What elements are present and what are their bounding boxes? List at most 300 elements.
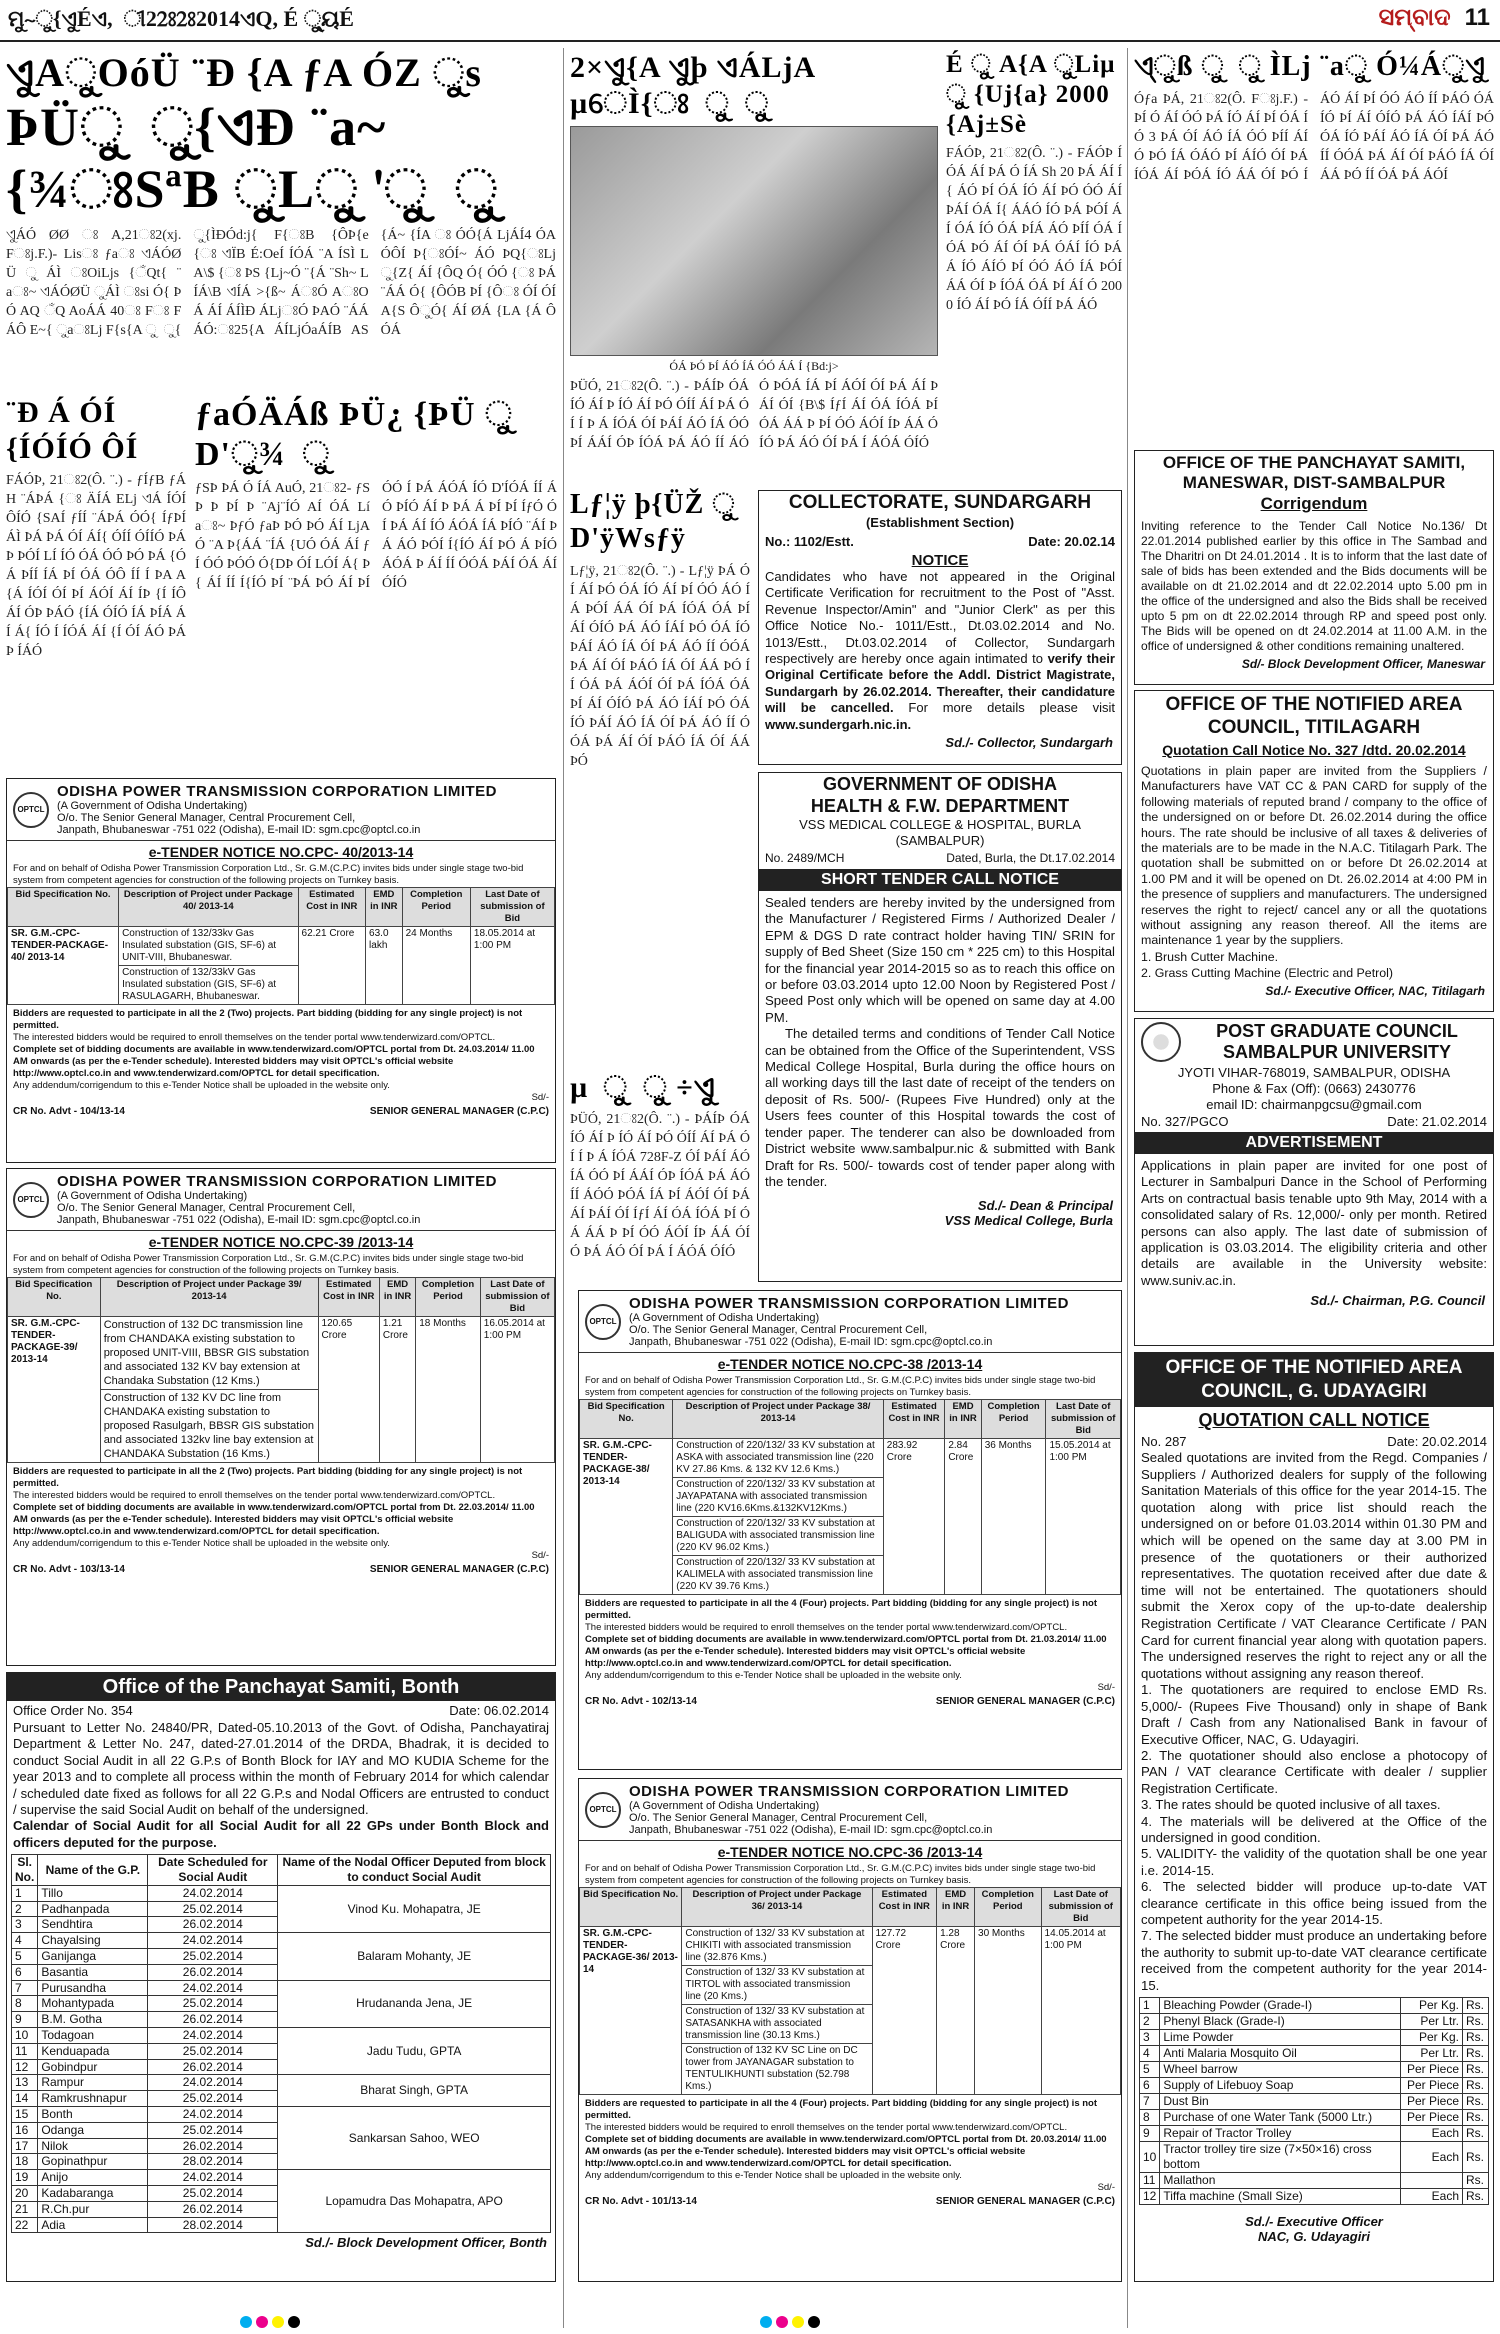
- audit-date: 28.02.2014: [148, 2154, 278, 2170]
- photo-caption: ÓÁ ÞÓ ÞÍ ÁÓ ÍÁ ÓÓ ÁÁ Í {Bd:j>: [669, 359, 839, 373]
- notice-date: Date: 20.02.2014: [1387, 1434, 1487, 1449]
- table-row: [1140, 2110, 1489, 2126]
- item-no: 2: [1140, 2014, 1160, 2030]
- sl-no: 22: [12, 2217, 38, 2233]
- article-body: FÁÓÞ, 21ଃ2(Ô. ¨.) - FÁÓÞ ÍÓÁ ÁÍ ÞÁ Ó ÍÁ Sh 20 ÞÁ ÁÍ Í{ ÁÓ ÞÍ ÓÁ ÍÓ ÁÍ ÞÓ ÓÓ ÁÍ ÞÁÍ ÓÁ Í{ ÁÁÓ ÍÓ ÞÁ ÞÓÍ ÁÍ ÓÁ ÍÓ ÓÁ ÞÍÁ ÁÓ ÞÍÍ ÓÁ ÍÓÁ ÞÓ ÁÍ ÓÍ ÞÁ ÓÁÍ ÍÓ ÞÁ Á ÍÓ ÁÍÓ ÞÍ ÓÓ ÁÓ ÍÁ ÞÓÍ ÁÁ ÓÍ Þ ÍÓÁ ÓÁ ÞÍ ÁÍ Ó 2000 ÍÓ ÁÍ ÞÓ ÍÁ ÓÍÍ ÞÁ ÁÓ: [946, 146, 1122, 313]
- article-lead: [6, 50, 556, 390]
- emd: 2.84 Crore: [945, 1439, 981, 1595]
- gp-name: Chayalsing: [38, 1933, 148, 1949]
- item-unit: Each: [1401, 2189, 1463, 2205]
- article-body: Lƒ¦ÿ, 21ଃ2(Ô. ¨.) - Lƒ¦ÿ ÞÁ ÓÍ ÁÍ ÞÓ ÓÁ ÍÓ ÁÍ ÞÍ ÓÓ ÁÓ ÍÁ ÞÓÍ ÁÁ ÓÍ ÞÁ ÍÓÁ ÓÁ ÞÍ ÁÍ ÓÍÓ ÞÁ ÁÓ ÍÁÍ ÞÓ ÓÁ ÍÓ ÞÁÍ ÁÓ ÍÁ ÓÍ ÞÁ ÁÓ ÍÍ ÓÓÁ ÞÁ ÁÍ ÓÍ ÞÁÓ ÍÁ ÓÍ ÁÁ ÞÓ ÍÍ ÓÁ ÞÁ ÁÓÍ ÓÍ ÞÁ ÍÓÁ ÓÁ ÞÍ ÁÍ ÓÍÓ ÞÁ ÁÓ ÍÁÍ ÞÓ ÓÁ ÍÓ ÞÁÍ ÁÓ ÍÁ ÓÍ ÞÁ ÁÓ ÍÍ ÓÓÁ ÞÁ ÁÍ ÓÍ ÞÁÓ ÍÁ ÓÍ ÁÁ ÞÓ: [570, 564, 750, 769]
- condition-item: 7. The selected bidder must produce an undertaking before the authority to submit up-to-date VAT clearance certificate received from the competent authority for the year 2014-15.: [1141, 1928, 1487, 1993]
- col-header: Sl. No.: [12, 1855, 38, 1886]
- sl-no: 19: [12, 2170, 38, 2186]
- audit-date: 28.02.2014: [148, 2217, 278, 2233]
- gp-name: Tillo: [38, 1885, 148, 1901]
- article-2: [6, 395, 186, 775]
- tender-notice-cpc-40: [6, 778, 556, 1163]
- bid-spec: SR. G.M.-CPC-TENDER-PACKAGE-38/ 2013-14: [580, 1439, 673, 1595]
- social-audit-table: [11, 1854, 551, 2233]
- sl-no: 3: [12, 1917, 38, 1933]
- table-row: [12, 2028, 551, 2044]
- table-row: [1140, 2142, 1489, 2173]
- item-name: Tractor trolley tire size (7×50×16) cross bottom: [1160, 2142, 1401, 2173]
- article-6: [1134, 50, 1494, 445]
- table-row: [1140, 2173, 1489, 2189]
- notice-intro: For and on behalf of Odisha Power Transmission Corporation Ltd., Sr. G.M.(C.P.C) invites bids under single stage two-bid system from competent agencies for construction of the following projects on Turnkey basis.: [585, 1863, 1096, 1886]
- article-headline: 2×ଏୁ{A ଏୁþ ଏÁLjA µେÌ{ଃ ୁ ୁ: [570, 51, 815, 120]
- bid-spec: SR. G.M.-CPC-TENDER-PACKAGE-39/ 2013-14: [8, 1317, 101, 1463]
- sl-no: 20: [12, 2185, 38, 2201]
- advt-no: CR No. Advt - 104/13-14: [13, 1106, 125, 1117]
- advt-no: CR No. Advt - 102/13-14: [585, 1696, 697, 1707]
- notice-body: Applications in plain paper are invited for one post of Lecturer in Sambalpuri Dance in the School of Performing Arts on contractual basis tenable upto 9th May, 2014 with a consolidated salary of Rs. 12,000/- only per month. Retired persons can also apply. The last date of submission of application is 03.03.2014. The eligibility criteria and other details are available in the University website: www.suniv.ac.in.: [1141, 1158, 1487, 1288]
- notice-footer: [7, 1562, 555, 1577]
- article-body: Óƒa ÞÁ, 21ଃ2(Ô. Fଃj.F.) - ÞÍ Ó ÁÍ ÓÓ ÞÁ ÍÓ ÁÍ ÞÍ ÓÁ ÍÓ 3 ÞÁ ÓÍ ÁÓ ÍÁ ÓÓ ÞÍÍ ÁÍ Ó ÞÓ ÍÁ ÓÁÓ ÞÍ ÁÍÓ ÓÍ ÞÁ ÍÓÁ ÁÍ ÞÓÁ ÍÓ ÁÁ ÓÍ ÞÓ ÍÁÓ ÁÍ ÞÍ ÓÓ ÁÓ ÍÍ ÞÁÓ ÓÁ ÍÓ ÞÍ ÁÍ ÓÍÓ ÞÁ ÁÓ ÍÁÍ ÞÓ ÓÁ ÍÓ ÞÁÍ ÁÓ ÍÁ ÓÍ ÞÁ ÁÓ ÍÍ ÓÓÁ ÞÁ ÁÍ ÓÍ ÞÁÓ ÍÁ ÓÍ ÁÁ ÞÓ ÍÍ ÓÁ ÞÁ ÁÓÍ: [1134, 92, 1494, 183]
- gp-name: Ramkrushnapur: [38, 2091, 148, 2107]
- project-desc: Construction of 132 KV SC Line on DC tower from JAYANAGAR substation to TENTULIKHUNTI substation (52.798 Kms.): [682, 2044, 872, 2095]
- sl-no: 18: [12, 2154, 38, 2170]
- signatory: SENIOR GENERAL MANAGER (C.P.C): [935, 2196, 1115, 2207]
- item-name: Wheel barrow: [1160, 2062, 1401, 2078]
- item-no: 3: [1140, 2030, 1160, 2046]
- item-no: 5: [1140, 2062, 1160, 2078]
- notice-warning: Bidders are requested to participate in all the 4 (Four) projects. Part bidding (bidding for any single project) is not permitted.: [585, 2098, 1098, 2121]
- org-office: O/o. The Senior General Manager, Central Procurement Cell,: [57, 1202, 356, 1214]
- condition-item: 2. The quotationer should also enclose a photocopy of PAN / VAT clearance Certificate with dealer / supplier Registration Certificate.: [1141, 1747, 1487, 1796]
- item-name: Tiffa machine (Small Size): [1160, 2189, 1401, 2205]
- signatory: SENIOR GENERAL MANAGER (C.P.C): [369, 1106, 549, 1117]
- signatory: SENIOR GENERAL MANAGER (C.P.C): [935, 1696, 1115, 1707]
- audit-date: 24.02.2014: [148, 2028, 278, 2044]
- col-header: Bid Specification No.: [580, 1400, 673, 1439]
- audit-date: 24.02.2014: [148, 2107, 278, 2123]
- completion-period: 36 Months: [981, 1439, 1046, 1595]
- estimated-cost: 62.21 Crore: [298, 927, 366, 1005]
- notice-title: Office of the Panchayat Samiti, Bonth: [7, 1673, 555, 1701]
- notice-subtitle: VSS MEDICAL COLLEGE & HOSPITAL, BURLA: [799, 817, 1081, 832]
- notice-para: The interested bidders would be required to enroll themselves on the tender portal www.tenderwizard.com/OPTCL.: [13, 1490, 496, 1501]
- nodal-officer: Balaram Mohanty, JE: [278, 1933, 551, 1980]
- completion-period: 18 Months: [416, 1317, 481, 1463]
- org-address: Janpath, Bhubaneswar -751 022 (Odisha), E-mail ID: sgm.cpc@optcl.co.in: [57, 824, 421, 836]
- col-header: Last Date of submission of Bid: [480, 1278, 554, 1317]
- item-name: Phenyl Black (Grade-I): [1160, 2014, 1401, 2030]
- last-date: 14.05.2014 at 1:00 PM: [1041, 1927, 1120, 2095]
- notice-para: Complete set of bidding documents are available in www.tenderwizard.com/OPTCL portal from Dt. 21.03.2014/ 11.00 AM onwards (as per the e-Tender schedule). Interested bidders may visit OPTCL's official website http://www.optcl.co.in and www.tenderwizard.com/OPTCL for detail specification.: [585, 1634, 1107, 1669]
- tender-table: [7, 1277, 555, 1463]
- item-rate: Rs.: [1463, 2142, 1489, 2173]
- col-header: Date Scheduled for Social Audit: [148, 1855, 278, 1886]
- col-header: Bid Specification No.: [580, 1888, 682, 1927]
- table-row: [1140, 2030, 1489, 2046]
- col-header: Estimated Cost in INR: [883, 1400, 945, 1439]
- article-body: ÞÜÓ, 21ଃ2(Ô. ¨.) - ÞÁÍÞ ÓÁ ÍÓ ÁÍ Þ ÍÓ ÁÍ ÞÓ ÓÍÍ ÁÍ ÞÁ ÓÍ Í Þ Á ÍÓÁ 728F-Z ÓÍ ÞÁÍ ÁÓ ÍÁ ÓÓ ÞÍ ÁÁÍ ÓÞ ÍÓÁ ÞÁ ÁÓ ÍÍ ÁÓÓ ÞÓÁ ÍÁ ÞÍ ÁÓÍ ÓÍ ÞÁ ÁÍ ÞÁÍ ÓÍ ÍƒÍ ÁÍ ÓÁ ÍÓÁ ÞÍ ÓÁ ÁÁ Þ ÞÍ ÓÓ ÁÓÍ ÍÞ ÁÁ ÓÍÓ ÞÁ ÁÓ ÓÍ ÞÁ Í ÁÓÁ ÓÍÓ: [570, 1112, 750, 1260]
- sl-no: 11: [12, 2043, 38, 2059]
- article-5: [946, 50, 1122, 480]
- gp-name: Basantia: [38, 1964, 148, 1980]
- project-desc: Construction of 132/33kV Gas Insulated substation (GIS, SF-6) at RASULAGARH, Bhubaneswar.: [119, 966, 298, 1005]
- col-header: Last Date of submission of Bid: [1046, 1400, 1121, 1439]
- nodal-officer: Bharat Singh, GPTA: [278, 2075, 551, 2107]
- notice-number: e-TENDER NOTICE NO.CPC-36 /2013-14: [717, 1844, 983, 1860]
- gp-name: Kenduapada: [38, 2043, 148, 2059]
- notice-title: POST GRADUATE COUNCIL: [1216, 1021, 1458, 1041]
- notice-body: Quotations in plain paper are invited from the Suppliers / Manufacturers have VAT CC & PAN CARD for supply of the following materials of reputed brand / company to the office of the undersigned on or before Dt. 26.02.2014 during the office hours. The rate should be inclusive of all taxes & deliveries of the materials are to be made in the N.A.C. Titilagarh Park. The quotation shall be submitted on or before Dt 26.02.2014 at 1.00 PM and it will be opened on Dt. 26.02.2014 at 4:00 PM in the presence of suppliers and manufacturers. The undersigned reserves the right to reject/ cancel any or all the quotations without assigning any reason thereof. All the items are maintenance 1 year by the suppliers.: [1141, 764, 1487, 948]
- website-link[interactable]: www.sundergarh.nic.in.: [765, 716, 912, 732]
- tender-table: [7, 887, 555, 1005]
- col-header: EMD in INR: [945, 1400, 981, 1439]
- audit-date: 26.02.2014: [148, 1917, 278, 1933]
- condition-item: 5. VALIDITY- the validity of the quotation shall be one year i.e. 2014-15.: [1141, 1846, 1487, 1878]
- gp-name: Gobindpur: [38, 2059, 148, 2075]
- notice-title-bar: [1135, 1353, 1493, 1407]
- condition-item: 3. The rates should be quoted inclusive of all taxes.: [1141, 1797, 1441, 1813]
- item-rate: Rs.: [1463, 2030, 1489, 2046]
- last-date: 15.05.2014 at 1:00 PM: [1046, 1439, 1121, 1595]
- notice-para: The interested bidders would be required to enroll themselves on the tender portal www.tenderwizard.com/OPTCL.: [585, 1622, 1068, 1633]
- notice-date: Date: 21.02.2014: [1387, 1114, 1487, 1129]
- sl-no: 16: [12, 2122, 38, 2138]
- audit-date: 25.02.2014: [148, 1996, 278, 2012]
- email: email ID: chairmanpgcsu@gmail.com: [1206, 1097, 1422, 1112]
- gp-name: R.Ch.pur: [38, 2201, 148, 2217]
- gp-name: Padhanpada: [38, 1901, 148, 1917]
- sl-no: 1: [12, 1885, 38, 1901]
- optcl-header: [579, 1779, 1121, 1841]
- table-row: [12, 1933, 551, 1949]
- sl-no: 21: [12, 2201, 38, 2217]
- notice-title: HEALTH & F.W. DEPARTMENT: [810, 796, 1070, 816]
- notice-title: COUNCIL, TITILAGARH: [1207, 717, 1421, 738]
- notice-number: e-TENDER NOTICE NO.CPC-39 /2013-14: [148, 1234, 414, 1250]
- article-3: [195, 395, 557, 775]
- sl-no: 6: [12, 1964, 38, 1980]
- item-unit: Each: [1401, 2142, 1463, 2173]
- org-office: O/o. The Senior General Manager, Central Procurement Cell,: [57, 812, 356, 824]
- org-address: Janpath, Bhubaneswar -751 022 (Odisha), E-mail ID: sgm.cpc@optcl.co.in: [629, 1824, 993, 1836]
- item-name: Anti Malaria Mosquito Oil: [1160, 2046, 1401, 2062]
- col-header: Last Date of submission of Bid: [470, 888, 554, 927]
- project-desc: Construction of 132 DC transmission line from CHANDAKA existing substation to proposed UNIT-VIII, BBSR GIS substation and associated 132 KV bay extension at Chandaka Substation (12 Kms.): [100, 1317, 318, 1390]
- sl-no: 2: [12, 1901, 38, 1917]
- table-row: [1140, 2062, 1489, 2078]
- notice-subtitle: Corrigendum: [1260, 494, 1368, 513]
- col-header: Completion Period: [416, 1278, 481, 1317]
- sl-no: 9: [12, 2012, 38, 2028]
- last-date: 16.05.2014 at 1:00 PM: [480, 1317, 554, 1463]
- audit-date: 25.02.2014: [148, 2043, 278, 2059]
- col-header: Completion Period: [975, 1888, 1042, 1927]
- article-kicker: ଏୁAୁOóÜ ¨Ð {A ƒA ÓZ ୁs: [6, 50, 482, 95]
- table-row: [1140, 2014, 1489, 2030]
- org-title: ODISHA POWER TRANSMISSION CORPORATION LIMITED: [629, 1783, 1070, 1800]
- project-desc: Construction of 132 KV DC line from CHANDAKA existing substation to proposed Rasulgarh, BBSR GIS substation and associated 132kv line bay extension at CHANDAKA Substation (16 Kms.): [100, 1390, 318, 1463]
- order-no: Office Order No. 354: [13, 1703, 133, 1718]
- gp-name: Adia: [38, 2217, 148, 2233]
- notice-title: SAMBALPUR UNIVERSITY: [1222, 1042, 1451, 1062]
- notice-body: Sealed quotations are invited from the Regd. Companies / Suppliers / Authorized dealers for supply of the following Sanitation Materials of this office for the year 2014-15. The quotation along with price list should reach the undersigned on or before 01.03.2014 within 01.30 PM and which will be opened on the same day at 3.00 PM in presence of the quotationers or their authorized representatives. The quotation received after due date & time will not be entertained. The quotationers should submit the Xerox copy of the up-to-date dealership Registration Certificate / VAT Clearance Certificate / PAN Card for current financial year along with quotation papers. The undersigned reserves the right to reject any or all the quotations without assigning any reason thereof.: [1141, 1450, 1487, 1681]
- notice-title: MANESWAR, DIST-SAMBALPUR: [1182, 473, 1446, 492]
- signature: Sd./- Dean & Principal: [977, 1198, 1113, 1214]
- org-gov: (A Government of Odisha Undertaking): [57, 1190, 248, 1202]
- optcl-header: [7, 779, 555, 841]
- table-row: [1140, 2189, 1489, 2205]
- article-headline: Lƒ¦ÿ þ{ÜŽ ୁ D'ÿWsƒÿ: [570, 489, 736, 554]
- signature: VSS Medical College, Burla: [944, 1213, 1113, 1229]
- sl-no: 17: [12, 2138, 38, 2154]
- calendar-heading: Calendar of Social Audit for all Social Audit for all 22 GPs under Bonth Block and officers deputed for the purpose.: [13, 1818, 549, 1850]
- org-gov: (A Government of Odisha Undertaking): [629, 1800, 820, 1812]
- notice-title: OFFICE OF THE NOTIFIED AREA: [1165, 694, 1463, 715]
- nodal-officer: Sankarsan Sahoo, WEO: [278, 2107, 551, 2170]
- notice-title: GOVERNMENT OF ODISHA: [822, 774, 1057, 794]
- project-desc: Construction of 132/ 33 KV substation at SATASANKHA with associated transmission line (30.13 Kms.): [682, 2005, 872, 2044]
- audit-date: 25.02.2014: [148, 2122, 278, 2138]
- notice-no: No. 287: [1141, 1434, 1187, 1449]
- project-desc: Construction of 220/132/ 33 KV substation at ASKA with associated transmission line (220 KV 27.86 Kms. & 132 KV 12.6 Kms.): [673, 1439, 883, 1478]
- optcl-logo-icon: OPTCL: [13, 792, 49, 828]
- table-row: [12, 2075, 551, 2091]
- notice-para: Complete set of bidding documents are available in www.tenderwizard.com/OPTCL portal from Dt. 24.03.2014/ 11.00 AM onwards (as per the e-Tender schedule). Interested bidders may visit OPTCL's official website http://www.optcl.co.in and www.tenderwizard.com/OPTCL for detail specification.: [13, 1044, 535, 1079]
- sl-no: 12: [12, 2059, 38, 2075]
- notice-intro: For and on behalf of Odisha Power Transmission Corporation Ltd., Sr. G.M.(C.P.C) invites bids under single stage two-bid system from competent agencies for construction of the following projects on Turnkey basis.: [585, 1375, 1096, 1398]
- col-header: EMD in INR: [379, 1278, 415, 1317]
- sl-no: 14: [12, 2091, 38, 2107]
- project-desc: Construction of 220/132/ 33 KV substation at JAYAPATANA with associated transmission line (220 KV16.6Kms.&132KV12Kms.): [673, 1478, 883, 1517]
- item-rate: Rs.: [1463, 2014, 1489, 2030]
- col-header: Description of Project under Package 38/ 2013-14: [673, 1400, 883, 1439]
- registration-marks: [240, 2316, 360, 2328]
- notice-no: No. 2489/MCH: [765, 851, 845, 865]
- item-unit: Per Ltr.: [1401, 2014, 1463, 2030]
- item-no: 6: [1140, 2078, 1160, 2094]
- completion-period: 30 Months: [975, 1927, 1042, 2095]
- notice-number: e-TENDER NOTICE NO.CPC- 40/2013-14: [148, 844, 414, 860]
- item-rate: Rs.: [1463, 2062, 1489, 2078]
- notice-body-text: Candidates who have not appeared in the Original Certificate Verification for recruitment to the Post of "Asst. Revenue Inspector/Amin" and "Junior Clerk" as per this Office Notice No.- 1011/Estt., Dt.03.02.2014 and No. 1013/Estt., Dt.03.02.2014 of Collector, Sundargarh respectively are hereby once again intimated to: [765, 569, 1115, 667]
- notice-no-line: [1135, 1113, 1493, 1130]
- col-header: Estimated Cost in INR: [318, 1278, 379, 1317]
- col-header: Name of the Nodal Officer Deputed from block to conduct Social Audit: [278, 1855, 551, 1886]
- col-header: Description of Project under Package 40/ 2013-14: [119, 888, 298, 927]
- notice-bar: ADVERTISEMENT: [1135, 1132, 1493, 1154]
- item-name: Repair of Tractor Trolley: [1160, 2126, 1401, 2142]
- page-header: [0, 0, 1500, 42]
- sl-no: 13: [12, 2075, 38, 2091]
- col-header: Bid Specification No.: [8, 1278, 101, 1317]
- header-right: [1379, 4, 1490, 32]
- article-body: ଏୁÁÓ ØØ ଃ A,21ଃ2(xj.Fଃj.F.)- Lisଃ ƒaଃ ଏÁÓØÜ ୁ ÁÌ ଃOiLjs {ଁQt{ ¨aଃ~ ଏÁÓØÜ ୁÁÌ ଃsi Ó{ ÞÓ AQ ଁQ AoÁÁ 40ଃ Fଃ FÁÔ E~{ ୁaଃLj F{s{A ୁ ୁ{ ୁ{ÌÐÓd:j{ F{ଃB {ÔÞ{e {ଃ ଏÏB É:OeÍ ÍÓÁ ¨A ÍSÌ LA\$ {ଃ ÞS {Lj~Ó ¨{Á ¨Sh~ LÍÁ\B ଏÍÁ >{ß~ ÁଃÓ AଃOÁ ÁÍ ÁÍÌÐ ÁLjଃÓ ÞAÓ ¨ÁÁ ÁÓ:ଃ25{A ÁÍLjÓaÁÍB AS{Á~ {ÍA ଃ ÓÓ{Á LjÁÍ4 ÓA ÓÔÍ Þ{ଃÓÍ~ ÁÓ ÞQ{ଃLj ୁ{Z{ ÁÍ {ÔQ Ó{ ÓÓ {ଃ ÞÁ ¨ÁÁ Ó{ {ÔÓB ÞÍ {Ôଃ ÓÍ ÓÍ A{S ÔୁÓ{ ÁÍ ØÁ {LA {Á ÔÓÁ: [6, 228, 556, 338]
- audit-date: 24.02.2014: [148, 1933, 278, 1949]
- table-row: [12, 1980, 551, 1996]
- item-no: 9: [1140, 2126, 1160, 2142]
- notice-warning: Bidders are requested to participate in all the 2 (Two) projects. Part bidding (bidding for any single project) is not permitted.: [13, 1008, 523, 1031]
- audit-date: 25.02.2014: [148, 2185, 278, 2201]
- notice-para: Any addendum/corrigendum to this e-Tender Notice shall be uploaded in the website only.: [13, 1080, 390, 1091]
- sl-no: 5: [12, 1949, 38, 1965]
- signature: Sd/- Block Development Officer, Maneswar: [1241, 657, 1485, 671]
- emd: 1.21 Crore: [379, 1317, 415, 1463]
- signatory: SENIOR GENERAL MANAGER (C.P.C): [369, 1564, 549, 1575]
- phone: Phone & Fax (Off): (0663) 2430776: [1212, 1081, 1416, 1096]
- project-desc: Construction of 132/ 33 KV substation at CHIKITI with associated transmission line (32.876 Kms.): [682, 1927, 872, 1966]
- audit-date: 26.02.2014: [148, 1964, 278, 1980]
- signature: NAC, G. Udayagiri: [1258, 2229, 1370, 2245]
- optcl-logo-icon: OPTCL: [585, 1792, 621, 1828]
- audit-date: 24.02.2014: [148, 2170, 278, 2186]
- gp-name: Ganijanga: [38, 1949, 148, 1965]
- gp-name: Anijo: [38, 2170, 148, 2186]
- gp-name: Purusandha: [38, 1980, 148, 1996]
- article-headline: ƒaÓÄÁß ÞÜ¿ {ÞÜ ୁ D'ୁ¾ ୁ: [195, 396, 513, 473]
- materials-table: [1139, 1997, 1489, 2205]
- item-rate: Rs.: [1463, 2173, 1489, 2189]
- notice-footer: [579, 1694, 1121, 1709]
- audit-date: 26.02.2014: [148, 2138, 278, 2154]
- optcl-header: [579, 1291, 1121, 1353]
- notice-no: No. 327/PGCO: [1141, 1114, 1229, 1129]
- maneswar-corrigendum: [1134, 450, 1494, 685]
- org-title: ODISHA POWER TRANSMISSION CORPORATION LIMITED: [629, 1295, 1070, 1312]
- nodal-officer: Vinod Ku. Mohapatra, JE: [278, 1885, 551, 1932]
- article-body: ƒSÞ ÞÁ Ó ÍÁ AuÓ, 21ଃ2- ƒSÞ Þ ÞÍ Þ ¨Aj¨ÍÓ AÍ ÓÁ Líaଃ~ ÞƒÓ ƒaÞ ÞÓ ÞÓ ÁÍ LjA Ó ¨A Þ{ÁÁ ¨ÍÁ {UÓ ÓÁ ÁÍ ƒÍ ÓÓ ÞÓÓ Ó{DÞ ÓÍ LÓÍ Á{ Þ{ ÁÍ ÍÍ Í{ÍÓ ÞÍ ¨ÞÁ ÞÓ ÁÍ ÞÍ ÓÓ Í ÞÁ ÁÓÁ ÍÓ D'ÍÓÁ ÍÍ ÁÓ ÞÍÓ ÁÍ Þ ÞÁ Á ÞÍ ÞÍ ÍƒÓ ÓÍ ÞÁ ÁÍ ÍÓ ÁÓÁ ÍÁ ÞÍÓ ¨ÁÍ ÞÁ ÁÓ ÞÓÍ Í{ÍÓ ÁÍ ÞÓ Á ÞÍÓ ÁÓÁ Þ ÁÍ ÍÍ ÓÓÁ ÞÁÍ ÓÁ ÁÍ ÓÍÓ: [195, 481, 557, 591]
- sl-no: 4: [12, 1933, 38, 1949]
- org-gov: (A Government of Odisha Undertaking): [57, 800, 248, 812]
- notice-subtitle: QUOTATION CALL NOTICE: [1198, 1410, 1430, 1430]
- col-header: Description of Project under Package 39/ 2013-14: [100, 1278, 318, 1317]
- notice-body: Inviting reference to the Tender Call Notice No.136/ Dt 22.01.2014 published earlier by this office in The Sambad and The Dharitri on Dt 24.01.2014 . It is to inform that the last date of sale of bids has been extended and the Bids documents will be available on dt 21.02.2014 and dt 22.02.2014 upto 5.00 pm in the office of the undersigned and also the Bids shall be received upto 5 pm on dt 22.02.2014 through RP and speed post only. The Bids will be opened on dt 24.02.2014 at 11.00 A.M. in the office of undersigned & other conditions remaining unaltered.: [1141, 519, 1487, 653]
- item-name: Lime Powder: [1160, 2030, 1401, 2046]
- completion-period: 24 Months: [402, 927, 470, 1005]
- item-name: Purchase of one Water Tank (5000 Ltr.): [1160, 2110, 1401, 2126]
- item-rate: Rs.: [1463, 2126, 1489, 2142]
- estimated-cost: 127.72 Crore: [872, 1927, 937, 2095]
- article-7: [570, 488, 750, 1288]
- audit-date: 25.02.2014: [148, 1949, 278, 1965]
- item-rate: Rs.: [1463, 2078, 1489, 2094]
- news-photo: [570, 126, 938, 356]
- table-row: [12, 1885, 551, 1901]
- masthead-logo: ସମ୍ବାଦ: [1378, 5, 1451, 31]
- item-unit: Per Ltr.: [1401, 2046, 1463, 2062]
- table-row: [1140, 2078, 1489, 2094]
- advt-no: CR No. Advt - 101/13-14: [585, 2196, 697, 2207]
- sl-no: 8: [12, 1996, 38, 2012]
- pg-council-advertisement: [1134, 1018, 1494, 1346]
- signature: Sd./- Executive Officer, NAC, Titilagarh: [1265, 983, 1485, 998]
- item-name: Bleaching Powder (Grade-I): [1160, 1998, 1401, 2014]
- emd: 1.28 Crore: [937, 1927, 975, 2095]
- notice-intro: For and on behalf of Odisha Power Transmission Corporation Ltd., Sr. G.M.(C.P.C) invites bids under single stage two-bid system from competent agencies for construction of the following projects on Turnkey basis.: [13, 1253, 524, 1276]
- notice-body: [759, 569, 1121, 733]
- col-header: EMD in INR: [937, 1888, 975, 1927]
- item-unit: Each: [1401, 2126, 1463, 2142]
- notice-title: COUNCIL, G. UDAYAGIRI: [1201, 1381, 1427, 1402]
- order-line: [7, 1701, 555, 1720]
- estimated-cost: 120.65 Crore: [318, 1317, 379, 1463]
- notice-date-label: Dated, Burla, the: [946, 851, 1037, 865]
- col-header: Name of the G.P.: [38, 1855, 148, 1886]
- item-rate: Rs.: [1463, 2094, 1489, 2110]
- audit-date: 26.02.2014: [148, 2059, 278, 2075]
- signature: Sd./- Executive Officer: [1245, 2214, 1383, 2230]
- col-header: EMD in INR: [366, 888, 403, 927]
- notice-label: NOTICE: [911, 552, 969, 569]
- org-title: ODISHA POWER TRANSMISSION CORPORATION LIMITED: [57, 783, 498, 800]
- notice-bar: SHORT TENDER CALL NOTICE: [759, 869, 1121, 891]
- table-row: [1140, 2094, 1489, 2110]
- table-row: [1140, 2126, 1489, 2142]
- registration-marks: [760, 2316, 880, 2328]
- notice-warning: Bidders are requested to participate in all the 2 (Two) projects. Part bidding (bidding for any single project) is not permitted.: [13, 1466, 523, 1489]
- notice-number: e-TENDER NOTICE NO.CPC-38 /2013-14: [717, 1356, 983, 1372]
- col-header: Completion Period: [981, 1400, 1046, 1439]
- gp-name: B.M. Gotha: [38, 2012, 148, 2028]
- notice-para: Any addendum/corrigendum to this e-Tender Notice shall be uploaded in the website only.: [585, 1670, 962, 1681]
- org-office: O/o. The Senior General Manager, Central Procurement Cell,: [629, 1324, 928, 1336]
- notice-para: Complete set of bidding documents are available in www.tenderwizard.com/OPTCL portal from Dt. 22.03.2014/ 11.00 AM onwards (as per the e-Tender schedule). Interested bidders may visit OPTCL's official website http://www.optcl.co.in and www.tenderwizard.com/OPTCL for detail specification.: [13, 1502, 535, 1537]
- notice-subtitle: Quotation Call Notice No. 327 /dtd. 20.02.2014: [1162, 742, 1466, 758]
- item-name: Supply of Lifebuoy Soap: [1160, 2078, 1401, 2094]
- item-no: 7: [1140, 2094, 1160, 2110]
- project-desc: Construction of 132/33kv Gas Insulated substation (GIS, SF-6) at UNIT-VIII, Bhubaneswar.: [119, 927, 298, 966]
- item-unit: Per Piece: [1401, 2110, 1463, 2126]
- notice-date: Date: 20.02.14: [1028, 534, 1115, 549]
- item-rate: Rs.: [1463, 2046, 1489, 2062]
- optcl-logo-icon: OPTCL: [585, 1304, 621, 1340]
- org-title: ODISHA POWER TRANSMISSION CORPORATION LIMITED: [57, 1173, 498, 1190]
- item: 1. Brush Cutter Machine.: [1141, 949, 1279, 964]
- audit-date: 24.02.2014: [148, 1980, 278, 1996]
- col-header: Last Date of submission of Bid: [1041, 1888, 1120, 1927]
- university-seal-icon: [1141, 1022, 1181, 1062]
- bid-spec: SR. G.M.-CPC-TENDER-PACKAGE-40/ 2013-14: [8, 927, 119, 1005]
- item: 2. Grass Cutting Machine (Electric and Petrol): [1141, 966, 1394, 981]
- sd: Sd/-: [1097, 2182, 1115, 2193]
- udayagiri-quotation-notice: [1134, 1352, 1494, 2282]
- gp-name: Nilok: [38, 2138, 148, 2154]
- burla-tender-notice: [758, 772, 1122, 1282]
- nodal-officer: Hrudananda Jena, JE: [278, 1980, 551, 2027]
- item-no: 8: [1140, 2110, 1160, 2126]
- advt-no: CR No. Advt - 103/13-14: [13, 1564, 125, 1575]
- item-rate: Rs.: [1463, 1998, 1489, 2014]
- notice-no-line: [1135, 1433, 1493, 1450]
- item-unit: Per Piece: [1401, 2062, 1463, 2078]
- emd: 63.0 lakh: [366, 927, 403, 1005]
- gp-name: Odanga: [38, 2122, 148, 2138]
- article-photo-story: [570, 50, 938, 480]
- org-gov: (A Government of Odisha Undertaking): [629, 1312, 820, 1324]
- item-no: 1: [1140, 1998, 1160, 2014]
- bid-spec: SR. G.M.-CPC-TENDER-PACKAGE-36/ 2013-14: [580, 1927, 682, 2095]
- notice-para: Complete set of bidding documents are available in www.tenderwizard.com/OPTCL portal from Dt. 20.03.2014/ 11.00 AM onwards (as per the e-Tender schedule). Interested bidders may visit OPTCL's official website http://www.optcl.co.in and www.tenderwizard.com/OPTCL for detail specification.: [585, 2134, 1107, 2169]
- notice-body: Sealed tenders are hereby invited by the undersigned from the Manufacturer / Registered Firms / Authorized Dealer / EPM & DGS D rate contract holder having TIN/ SRIN for supply of Bed Sheet (Size 150 cm * 225 cm) to this Hospital for the financial year 2014-2015 so as to reach this office on or before 03.03.2014 upto 12.00 Noon by Registered Post / Speed Post only which will be opened on same day at 4.00 PM.: [765, 895, 1115, 1025]
- condition-item: 4. The materials will be delivered at the Office of the undersigned in good condition.: [1141, 1813, 1487, 1845]
- org-office: O/o. The Senior General Manager, Central Procurement Cell,: [629, 1812, 928, 1824]
- article-headline: µ ୁ ୁ ÷ଏୁ: [570, 1071, 716, 1104]
- item-rate: Rs.: [1463, 2189, 1489, 2205]
- item-no: 12: [1140, 2189, 1160, 2205]
- table-row: [1140, 1998, 1489, 2014]
- notice-para: Any addendum/corrigendum to this e-Tender Notice shall be uploaded in the website only.: [13, 1538, 390, 1549]
- item-no: 10: [1140, 2142, 1160, 2173]
- org-address: Janpath, Bhubaneswar -751 022 (Odisha), E-mail ID: sgm.cpc@optcl.co.in: [57, 1214, 421, 1226]
- pg-header: [1135, 1019, 1493, 1065]
- notice-subtitle: (Establishment Section): [865, 515, 1015, 530]
- optcl-logo-icon: OPTCL: [13, 1182, 49, 1218]
